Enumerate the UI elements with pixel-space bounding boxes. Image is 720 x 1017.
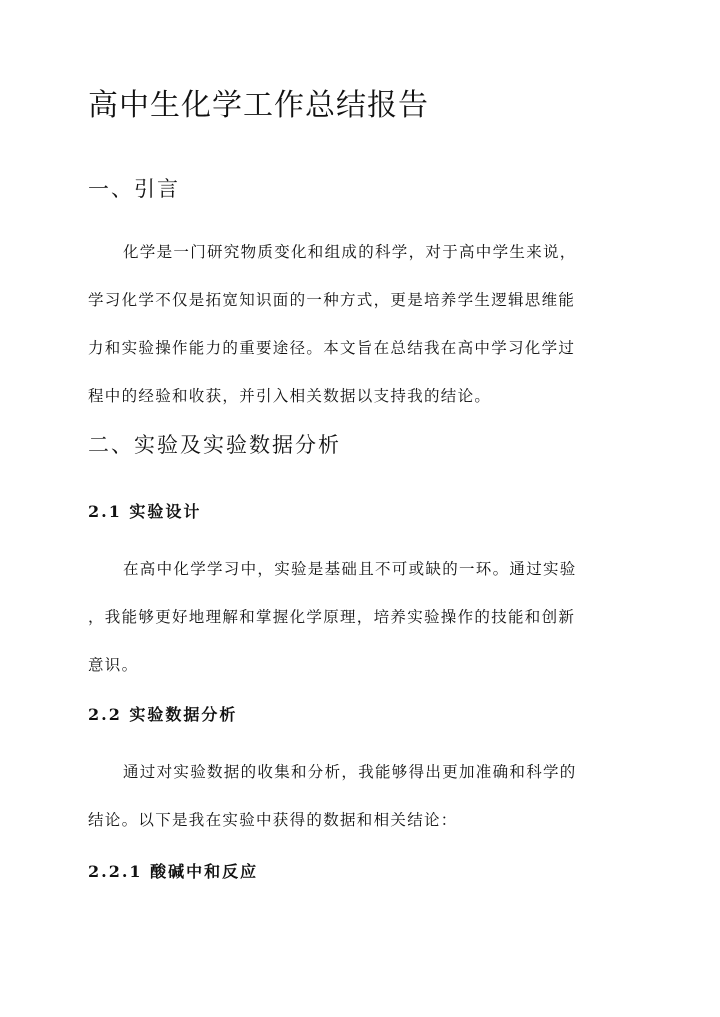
subsection-heading-experiment-design: 2.1 实验设计 xyxy=(88,502,202,521)
experiment-design-paragraph xyxy=(88,557,636,701)
paragraph-line: 通过对实验数据的收集和分析，我能够得出更加准确和科学的 xyxy=(123,763,577,781)
paragraph-line: 意识。 xyxy=(88,656,139,674)
subsection-heading-data-analysis: 2.2 实验数据分析 xyxy=(88,705,238,724)
section-heading-introduction: 一、引言 xyxy=(88,177,180,201)
section-heading-experiments: 二、实验及实验数据分析 xyxy=(88,433,341,457)
paragraph-line: 化学是一门研究物质变化和组成的科学，对于高中学生来说， xyxy=(123,243,577,261)
subsection-heading-acid-base-neutralization: 2.2.1 酸碱中和反应 xyxy=(88,862,259,881)
paragraph-line: 学习化学不仅是拓宽知识面的一种方式，更是培养学生逻辑思维能 xyxy=(88,291,576,309)
paragraph-line: 在高中化学学习中，实验是基础且不可或缺的一环。通过实验 xyxy=(123,560,577,578)
paragraph-line: ，我能够更好地理解和掌握化学原理，培养实验操作的技能和创新 xyxy=(88,608,576,626)
paragraph-line: 程中的经验和收获，并引入相关数据以支持我的结论。 xyxy=(88,387,492,405)
data-analysis-paragraph xyxy=(88,760,636,856)
paragraph-line: 力和实验操作能力的重要途径。本文旨在总结我在高中学习化学过 xyxy=(88,339,576,357)
document-title: 高中生化学工作总结报告 xyxy=(88,88,429,123)
introduction-paragraph xyxy=(88,240,636,432)
paragraph-line: 结论。以下是我在实验中获得的数据和相关结论： xyxy=(88,811,458,829)
